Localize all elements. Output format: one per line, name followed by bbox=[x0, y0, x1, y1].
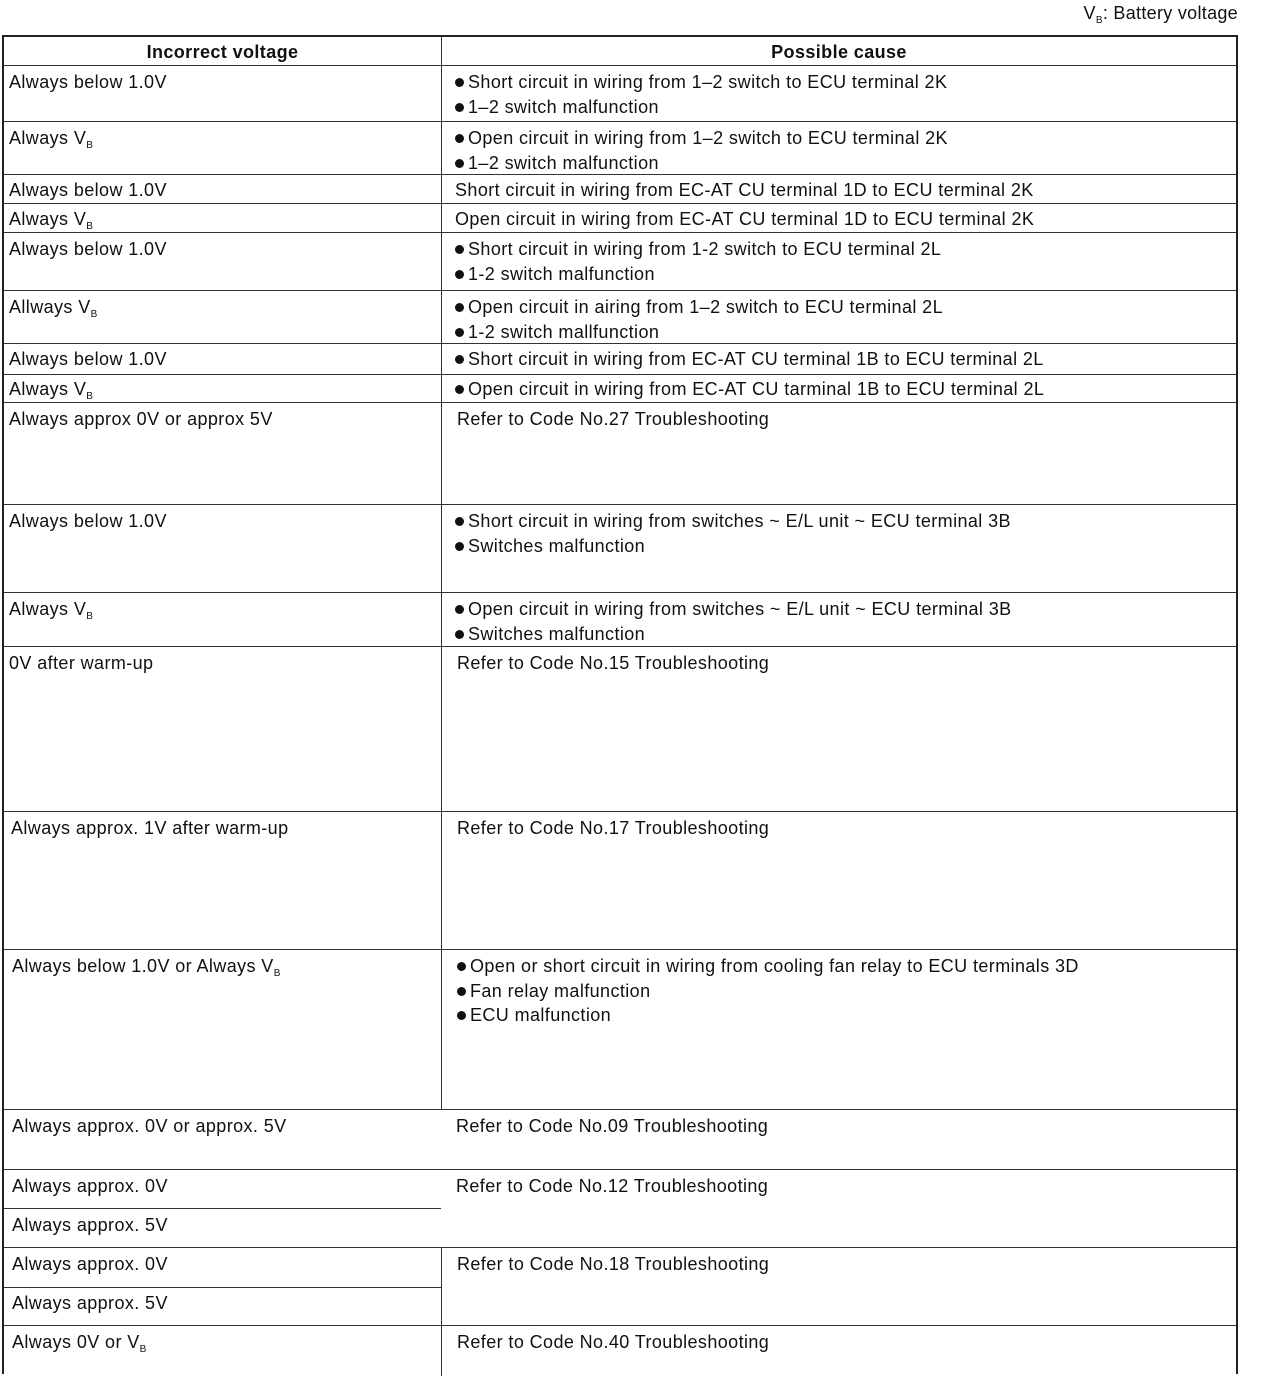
cause-text: Open or short circuit in wiring from cooling fan relay to ECU terminals 3D bbox=[470, 956, 1079, 976]
voltage-cell bbox=[4, 950, 441, 1109]
voltage-cell bbox=[4, 375, 441, 402]
note-text: : Battery voltage bbox=[1102, 3, 1238, 23]
cause-item bbox=[455, 237, 1236, 262]
voltage-cell bbox=[4, 812, 441, 949]
cause-text: 1–2 switch malfunction bbox=[468, 96, 659, 117]
voltage-cell bbox=[4, 505, 441, 592]
voltage-text: Always approx. 0V bbox=[12, 1254, 168, 1274]
cause-cell bbox=[441, 1110, 1236, 1169]
cause-text: Refer to Code No.12 Troubleshooting bbox=[456, 1176, 769, 1196]
cause-text: Refer to Code No.17 Troubleshooting bbox=[457, 818, 770, 838]
voltage-subscript: B bbox=[86, 611, 94, 622]
voltage-text: Always V bbox=[9, 599, 87, 619]
cause-item bbox=[457, 954, 1236, 979]
note-subscript: B bbox=[1095, 15, 1103, 26]
voltage-text: Always below 1.0V bbox=[9, 72, 167, 92]
cause-text: Open circuit in airing from 1–2 switch to ECU terminal 2L bbox=[468, 297, 943, 317]
table-row bbox=[4, 593, 1236, 647]
cause-item bbox=[455, 320, 1236, 345]
header-possible-cause: Possible cause bbox=[441, 37, 1236, 65]
voltage-cell bbox=[4, 1110, 441, 1169]
cause-item bbox=[455, 126, 1236, 151]
voltage-cell bbox=[4, 291, 441, 343]
table-row bbox=[4, 403, 1236, 505]
cause-cell bbox=[441, 344, 1236, 374]
cause-text: Refer to Code No.09 Troubleshooting bbox=[456, 1116, 769, 1136]
voltage-cell bbox=[4, 122, 441, 174]
voltage-subscript: B bbox=[90, 309, 98, 320]
cause-cell bbox=[441, 403, 1236, 504]
bullet-icon bbox=[455, 517, 464, 526]
voltage-subscript: B bbox=[273, 968, 281, 979]
bullet-icon bbox=[457, 987, 466, 996]
bullet-icon bbox=[455, 103, 464, 112]
table-row bbox=[4, 291, 1236, 344]
voltage-text: 0V after warm-up bbox=[9, 653, 154, 673]
cause-cell bbox=[441, 1170, 1236, 1247]
bullet-icon bbox=[455, 78, 464, 87]
voltage-cell bbox=[4, 66, 441, 121]
voltage-text: Always V bbox=[9, 379, 87, 399]
bullet-icon bbox=[455, 245, 464, 254]
cause-cell bbox=[441, 647, 1236, 811]
cause-item bbox=[455, 151, 1236, 176]
table-row bbox=[4, 344, 1236, 375]
cause-text: Fan relay malfunction bbox=[470, 980, 651, 1001]
voltage-subscript: B bbox=[86, 221, 94, 232]
table-row bbox=[4, 66, 1236, 122]
cause-cell bbox=[441, 175, 1236, 203]
cause-text: Refer to Code No.27 Troubleshooting bbox=[457, 409, 770, 429]
table-row bbox=[4, 505, 1236, 593]
voltage-cell bbox=[4, 403, 441, 504]
cause-item bbox=[457, 979, 1236, 1004]
table-row bbox=[4, 1326, 1236, 1376]
cause-text: Short circuit in wiring from switches ~ E/L unit ~ ECU terminal 3B bbox=[468, 511, 1011, 531]
voltage-subscript: B bbox=[86, 140, 94, 151]
header-incorrect-voltage: Incorrect voltage bbox=[146, 42, 299, 62]
cause-text: Short circuit in wiring from EC-AT CU terminal 1D to ECU terminal 2K bbox=[455, 180, 1034, 200]
bullet-icon bbox=[455, 134, 464, 143]
cause-text: 1–2 switch malfunction bbox=[468, 152, 659, 173]
bullet-icon bbox=[455, 605, 464, 614]
voltage-text: Always below 1.0V bbox=[9, 239, 167, 259]
cause-cell bbox=[441, 122, 1236, 174]
cause-text: Open circuit in wiring from EC-AT CU terminal 1D to ECU terminal 2K bbox=[455, 209, 1035, 229]
cause-cell bbox=[441, 1248, 1236, 1325]
cause-cell bbox=[441, 233, 1236, 290]
voltage-subscript: B bbox=[139, 1344, 147, 1355]
table-row bbox=[4, 812, 1236, 950]
cause-cell bbox=[441, 950, 1236, 1109]
table-row bbox=[4, 175, 1236, 204]
cause-text: Short circuit in wiring from EC-AT CU terminal 1B to ECU terminal 2L bbox=[468, 349, 1044, 369]
cause-text: Switches malfunction bbox=[468, 623, 646, 644]
cause-item bbox=[455, 347, 1236, 372]
cause-item bbox=[455, 295, 1236, 320]
bullet-icon bbox=[455, 159, 464, 168]
cause-cell bbox=[441, 66, 1236, 121]
voltage-cell bbox=[4, 593, 441, 646]
voltage-text: Always below 1.0V bbox=[9, 511, 167, 531]
cause-cell bbox=[441, 1326, 1236, 1376]
table-row bbox=[4, 647, 1236, 812]
table-row bbox=[4, 204, 1236, 233]
battery-voltage-note bbox=[1084, 3, 1238, 26]
voltage-text: Always approx. 1V after warm-up bbox=[11, 818, 289, 838]
cause-cell bbox=[441, 812, 1236, 949]
voltage-text-alt: Always approx. 5V bbox=[12, 1293, 168, 1313]
voltage-text: Always V bbox=[9, 128, 87, 148]
table-row bbox=[4, 1110, 1236, 1170]
voltage-text: Always approx 0V or approx 5V bbox=[9, 409, 273, 429]
bullet-icon bbox=[455, 303, 464, 312]
cause-text: ECU malfunction bbox=[470, 1005, 612, 1025]
cause-item bbox=[455, 597, 1236, 622]
cause-item bbox=[455, 262, 1236, 287]
cause-cell bbox=[441, 593, 1236, 646]
voltage-cell bbox=[4, 647, 441, 811]
cause-text: Open circuit in wiring from 1–2 switch to ECU terminal 2K bbox=[468, 128, 948, 148]
voltage-cell bbox=[4, 344, 441, 374]
cause-text: Refer to Code No.15 Troubleshooting bbox=[457, 653, 770, 673]
table-row bbox=[4, 1170, 1236, 1248]
table-header bbox=[4, 37, 1236, 66]
voltage-text: Always below 1.0V bbox=[9, 349, 167, 369]
bullet-icon bbox=[455, 385, 464, 394]
bullet-icon bbox=[455, 542, 464, 551]
cause-text: Refer to Code No.40 Troubleshooting bbox=[457, 1332, 770, 1352]
cause-text: Open circuit in wiring from switches ~ E/L unit ~ ECU terminal 3B bbox=[468, 599, 1012, 619]
voltage-text: Always V bbox=[9, 209, 87, 229]
cause-item bbox=[455, 377, 1236, 402]
voltage-cell bbox=[4, 233, 441, 290]
voltage-cell bbox=[4, 175, 441, 203]
cause-item bbox=[455, 509, 1236, 534]
cause-item bbox=[455, 534, 1236, 559]
voltage-text: Always approx. 0V bbox=[12, 1176, 168, 1196]
cause-cell bbox=[441, 204, 1236, 232]
table-row bbox=[4, 122, 1236, 175]
cause-text: Switches malfunction bbox=[468, 535, 646, 556]
cause-item bbox=[455, 622, 1236, 647]
bullet-icon bbox=[455, 630, 464, 639]
cause-cell bbox=[441, 505, 1236, 592]
cause-item bbox=[455, 70, 1236, 95]
cause-text: Short circuit in wiring from 1-2 switch to ECU terminal 2L bbox=[468, 239, 942, 259]
voltage-table bbox=[2, 35, 1238, 1374]
voltage-subscript: B bbox=[86, 391, 94, 402]
voltage-text: Always below 1.0V or Always V bbox=[12, 956, 274, 976]
voltage-text: Always below 1.0V bbox=[9, 180, 167, 200]
cause-item bbox=[457, 1003, 1236, 1028]
note-symbol: V bbox=[1083, 3, 1096, 23]
bullet-icon bbox=[455, 328, 464, 337]
cause-item bbox=[455, 95, 1236, 120]
cause-cell bbox=[441, 375, 1236, 402]
cause-text: Refer to Code No.18 Troubleshooting bbox=[457, 1254, 770, 1274]
voltage-cell bbox=[4, 1326, 441, 1376]
bullet-icon bbox=[455, 270, 464, 279]
bullet-icon bbox=[457, 1011, 466, 1020]
row-divider bbox=[4, 1208, 441, 1209]
cause-text: 1-2 switch mallfunction bbox=[468, 321, 660, 342]
voltage-text-alt: Always approx. 5V bbox=[12, 1215, 168, 1235]
row-divider bbox=[4, 1287, 441, 1288]
table-row bbox=[4, 375, 1236, 403]
cause-text: 1-2 switch malfunction bbox=[468, 263, 655, 284]
voltage-text: Always 0V or V bbox=[12, 1332, 140, 1352]
cause-cell bbox=[441, 291, 1236, 343]
voltage-cell bbox=[4, 204, 441, 232]
cause-text: Open circuit in wiring from EC-AT CU tarminal 1B to ECU terminal 2L bbox=[468, 379, 1045, 399]
bullet-icon bbox=[457, 962, 466, 971]
table-row bbox=[4, 233, 1236, 291]
voltage-text: Allways V bbox=[9, 297, 91, 317]
table-row bbox=[4, 1248, 1236, 1326]
voltage-text: Always approx. 0V or approx. 5V bbox=[12, 1116, 287, 1136]
table-row bbox=[4, 950, 1236, 1110]
cause-text: Short circuit in wiring from 1–2 switch to ECU terminal 2K bbox=[468, 72, 948, 92]
bullet-icon bbox=[455, 355, 464, 364]
